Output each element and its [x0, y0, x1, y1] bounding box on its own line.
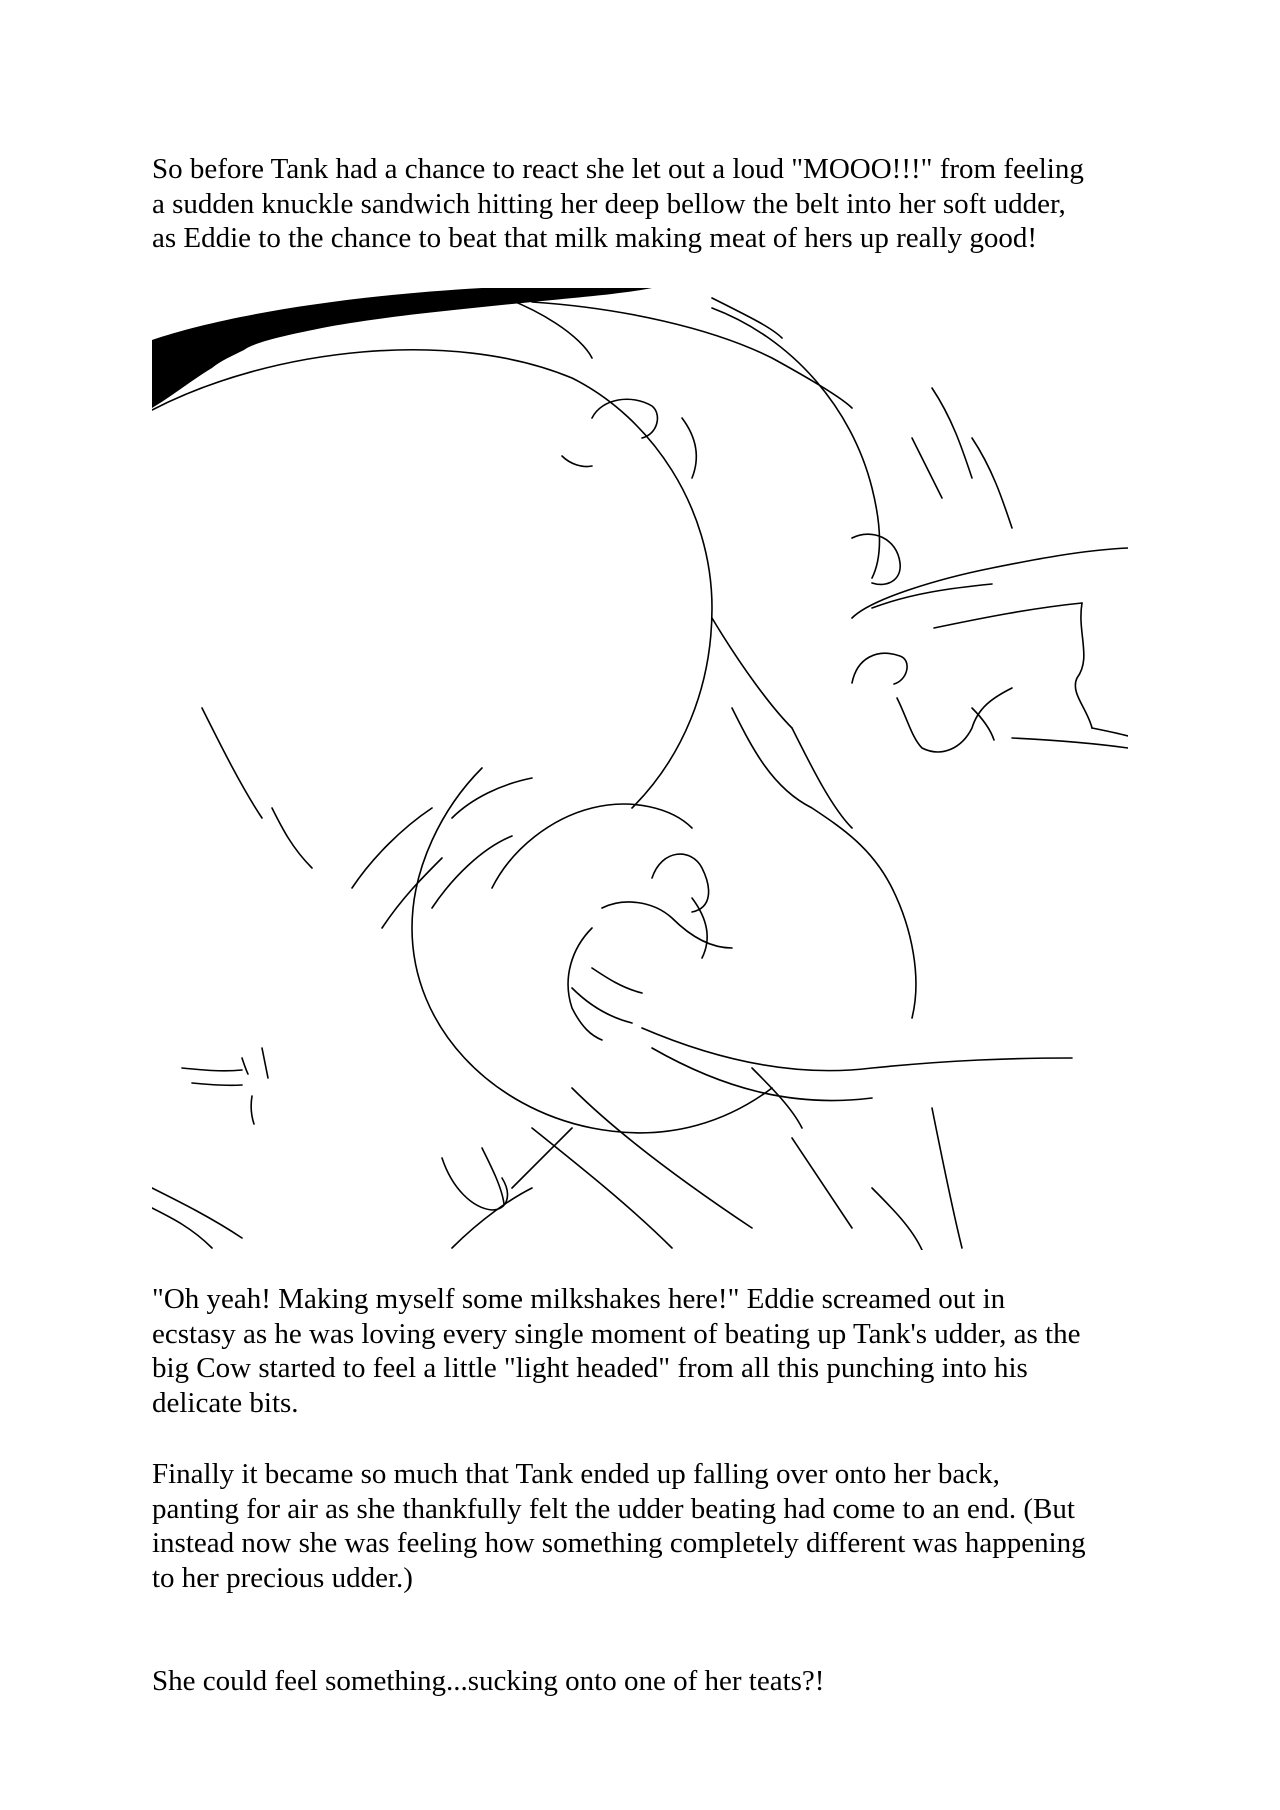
paragraph-4: She could feel something...sucking onto one of her teats?! — [152, 1665, 825, 1697]
sketch-illustration — [152, 288, 1128, 1250]
paragraph-3: Finally it became so much that Tank ended up falling over onto her back, panting for air as she thankfully felt the udder beating had come to an end. (But instead now she was feeling how something completely different was happening to her precious udder.) — [152, 1458, 1086, 1594]
paragraph-1: So before Tank had a chance to react she let out a loud "MOOO!!!" from feeling a sudden knuckle sandwich hitting her deep bellow the belt into her soft udder, as Eddie to the chance to beat that milk making meat of hers up really good! — [152, 153, 1084, 254]
paragraph-2: "Oh yeah! Making myself some milkshakes here!" Eddie screamed out in ecstasy as he was loving every single moment of beating up Tank's udder, as the big Cow started to feel a little "light headed" from all this punching into his delicate bits. — [152, 1283, 1081, 1419]
